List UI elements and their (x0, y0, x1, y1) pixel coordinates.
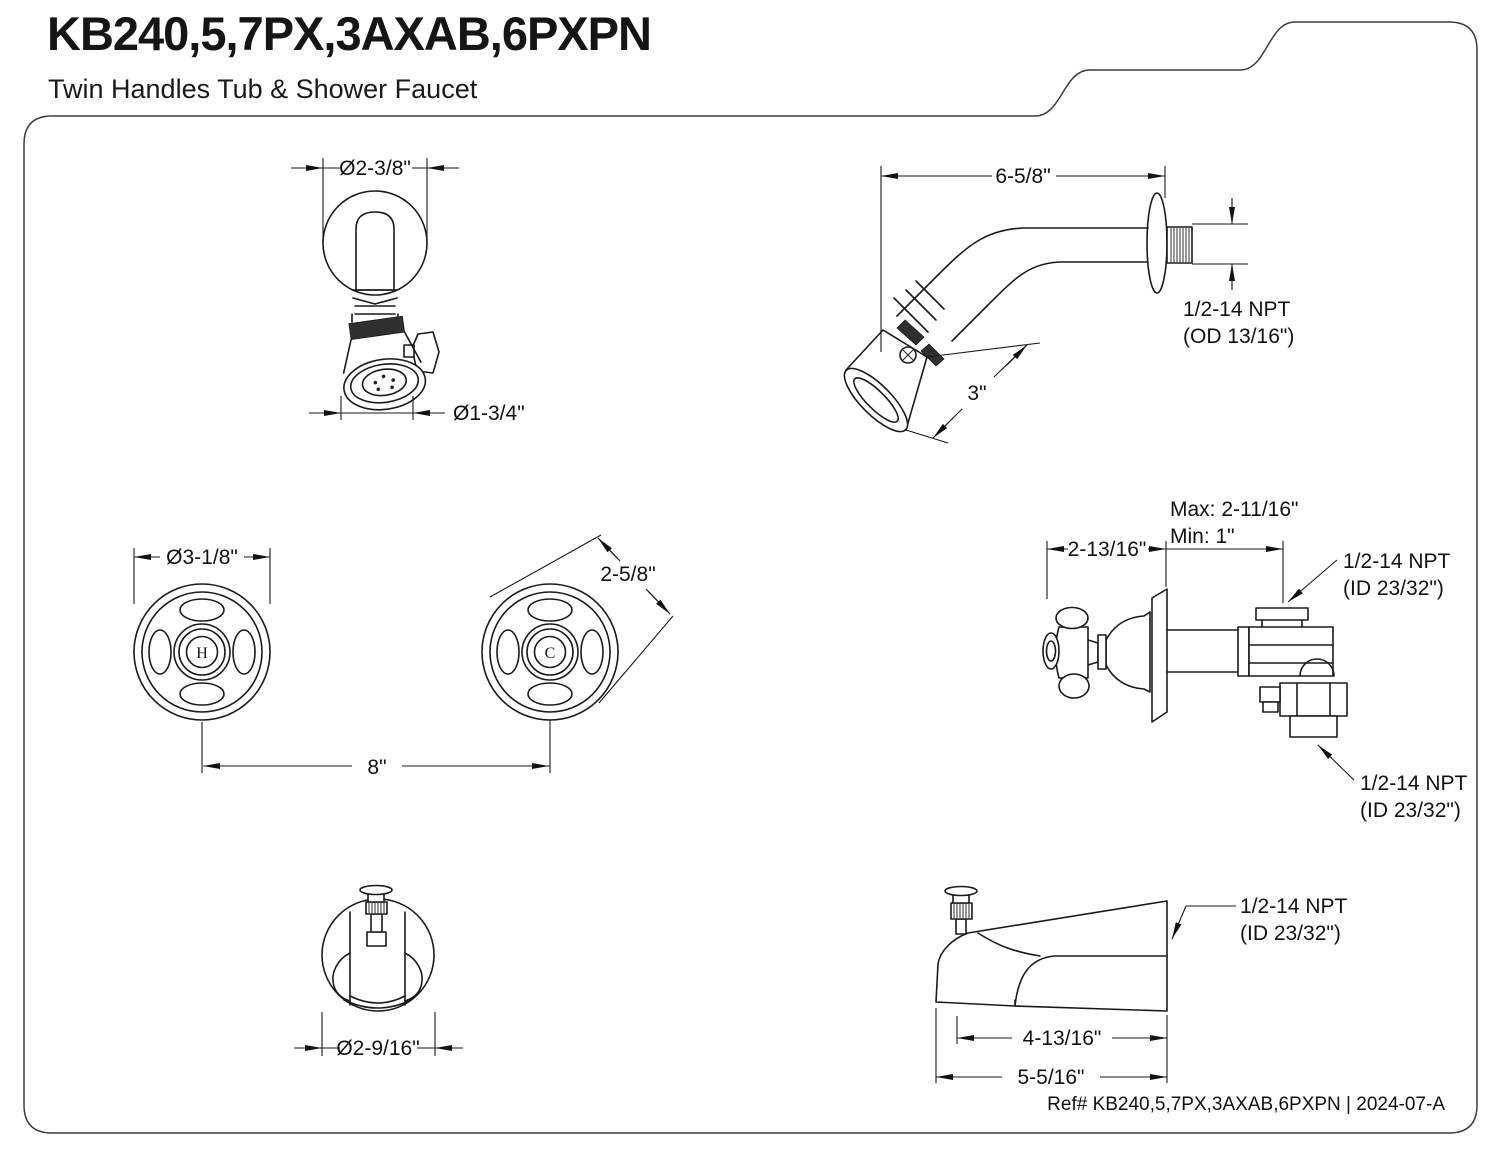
dim-handle-depth: 2-5/8" (600, 563, 656, 586)
hot-handle (134, 584, 270, 720)
dim-handle-spread: 8" (367, 756, 387, 779)
view-tub-spout-front (294, 886, 463, 1061)
dim-spout-overall-length: 5-5/16" (1017, 1066, 1085, 1089)
sheet-border (24, 22, 1477, 1133)
dim-showerhead-face-diameter: Ø1-3/4" (453, 402, 525, 425)
dim-wall-max: Max: 2-11/16" (1170, 498, 1299, 521)
dim-handle-to-wall: 2-13/16" (1067, 538, 1147, 561)
dim-spout-diameter: Ø2-9/16" (336, 1037, 420, 1060)
dim-head-length: 3" (967, 382, 987, 405)
view-showerhead-front (291, 157, 525, 425)
view-tub-spout-side (936, 887, 1348, 1090)
label-valve-top-thread-2: (ID 23/32") (1343, 577, 1444, 600)
label-spout-thread-2: (ID 23/32") (1240, 922, 1341, 945)
page-subtitle: Twin Handles Tub & Shower Faucet (48, 74, 478, 104)
view-valve-side (1043, 498, 1468, 822)
cold-handle-label: C (544, 645, 556, 662)
hot-handle-label: H (196, 645, 208, 662)
dim-arm-length: 6-5/8" (995, 165, 1051, 188)
cold-handle (482, 584, 618, 720)
dim-spout-length: 4-13/16" (1022, 1027, 1102, 1050)
footer-reference: Ref# KB240,5,7PX,3AXAB,6PXPN | 2024-07-A (1047, 1094, 1445, 1115)
label-valve-bottom-thread-2: (ID 23/32") (1360, 799, 1461, 822)
page-title: KB240,5,7PX,3AXAB,6PXPN (47, 7, 651, 60)
view-handles-front (134, 535, 673, 779)
label-valve-bottom-thread-1: 1/2-14 NPT (1360, 772, 1468, 795)
label-valve-top-thread-1: 1/2-14 NPT (1343, 550, 1451, 573)
label-spout-thread-1: 1/2-14 NPT (1240, 895, 1348, 918)
view-shower-arm-side (836, 165, 1295, 443)
dim-handle-diameter: Ø3-1/8" (166, 546, 238, 569)
label-arm-thread-2: (OD 13/16") (1183, 325, 1295, 348)
label-arm-thread-1: 1/2-14 NPT (1183, 298, 1291, 321)
dim-showerhead-flange-diameter: Ø2-3/8" (339, 157, 411, 180)
dim-wall-min: Min: 1" (1170, 525, 1235, 548)
